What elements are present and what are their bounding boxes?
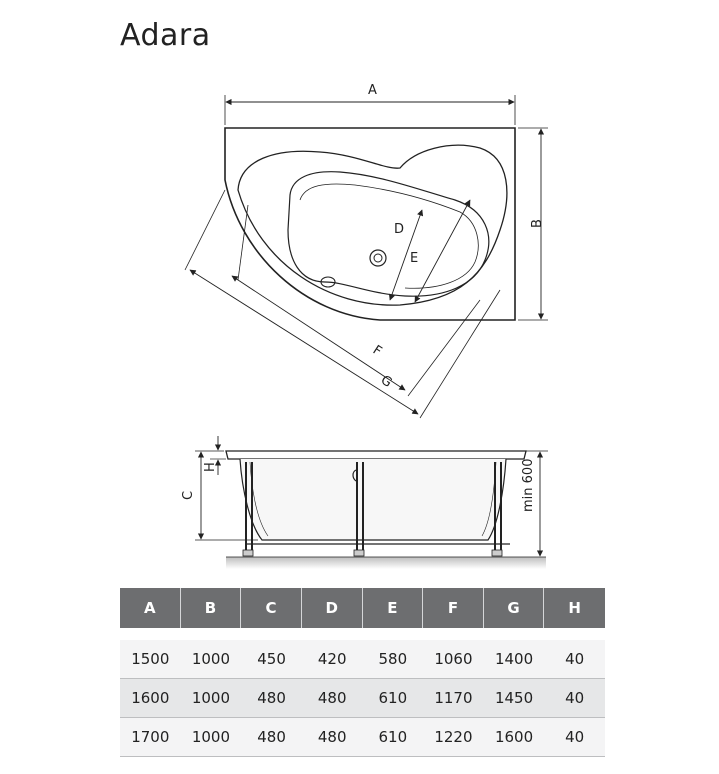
header-a: A — [120, 588, 181, 628]
table-cell: 420 — [302, 640, 363, 679]
header-c: C — [241, 588, 302, 628]
table-cell: 1000 — [181, 718, 242, 757]
table-cell: 1000 — [181, 640, 242, 679]
table-cell: 1600 — [120, 679, 181, 718]
table-row — [120, 718, 605, 757]
label-a: A — [368, 83, 377, 98]
side-rim — [226, 451, 526, 459]
basin-rim — [238, 145, 507, 305]
table-cell: 480 — [302, 679, 363, 718]
label-b: B — [530, 219, 545, 228]
header-g: G — [484, 588, 545, 628]
label-d: D — [394, 222, 405, 237]
table-header-row — [120, 588, 605, 628]
table-cell: 1500 — [120, 640, 181, 679]
header-d: D — [302, 588, 363, 628]
table-cell: 480 — [302, 718, 363, 757]
table-cell: 1700 — [120, 718, 181, 757]
table-row — [120, 640, 605, 679]
table-cell: 610 — [363, 718, 424, 757]
table-cell: 1220 — [423, 718, 484, 757]
table-cell: 40 — [544, 679, 605, 718]
table-cell: 1000 — [181, 679, 242, 718]
table-cell: 1060 — [423, 640, 484, 679]
table-cell: 1450 — [484, 679, 545, 718]
table-cell: 40 — [544, 640, 605, 679]
table-cell: 480 — [241, 679, 302, 718]
table-cell: 610 — [363, 679, 424, 718]
table-cell: 40 — [544, 718, 605, 757]
floor — [226, 557, 546, 569]
header-b: B — [181, 588, 242, 628]
dimensions-table — [120, 588, 605, 757]
header-e: E — [363, 588, 424, 628]
top-view — [185, 95, 548, 418]
header-h: H — [544, 588, 605, 628]
label-e: E — [410, 251, 419, 266]
table-cell: 1170 — [423, 679, 484, 718]
label-c: C — [181, 490, 196, 500]
table-cell: 580 — [363, 640, 424, 679]
drain — [370, 250, 386, 266]
label-min600: min 600 — [521, 458, 536, 512]
product-title: Adara — [120, 18, 211, 53]
dim-line-g — [190, 270, 418, 414]
table-cell: 1400 — [484, 640, 545, 679]
side-body — [240, 459, 506, 540]
label-f: F — [369, 342, 385, 360]
table-cell: 450 — [241, 640, 302, 679]
label-g: G — [377, 372, 395, 391]
header-f: F — [423, 588, 484, 628]
table-cell: 1600 — [484, 718, 545, 757]
label-h: H — [203, 462, 218, 472]
table-row — [120, 679, 605, 718]
table-cell: 480 — [241, 718, 302, 757]
side-view — [195, 436, 548, 569]
